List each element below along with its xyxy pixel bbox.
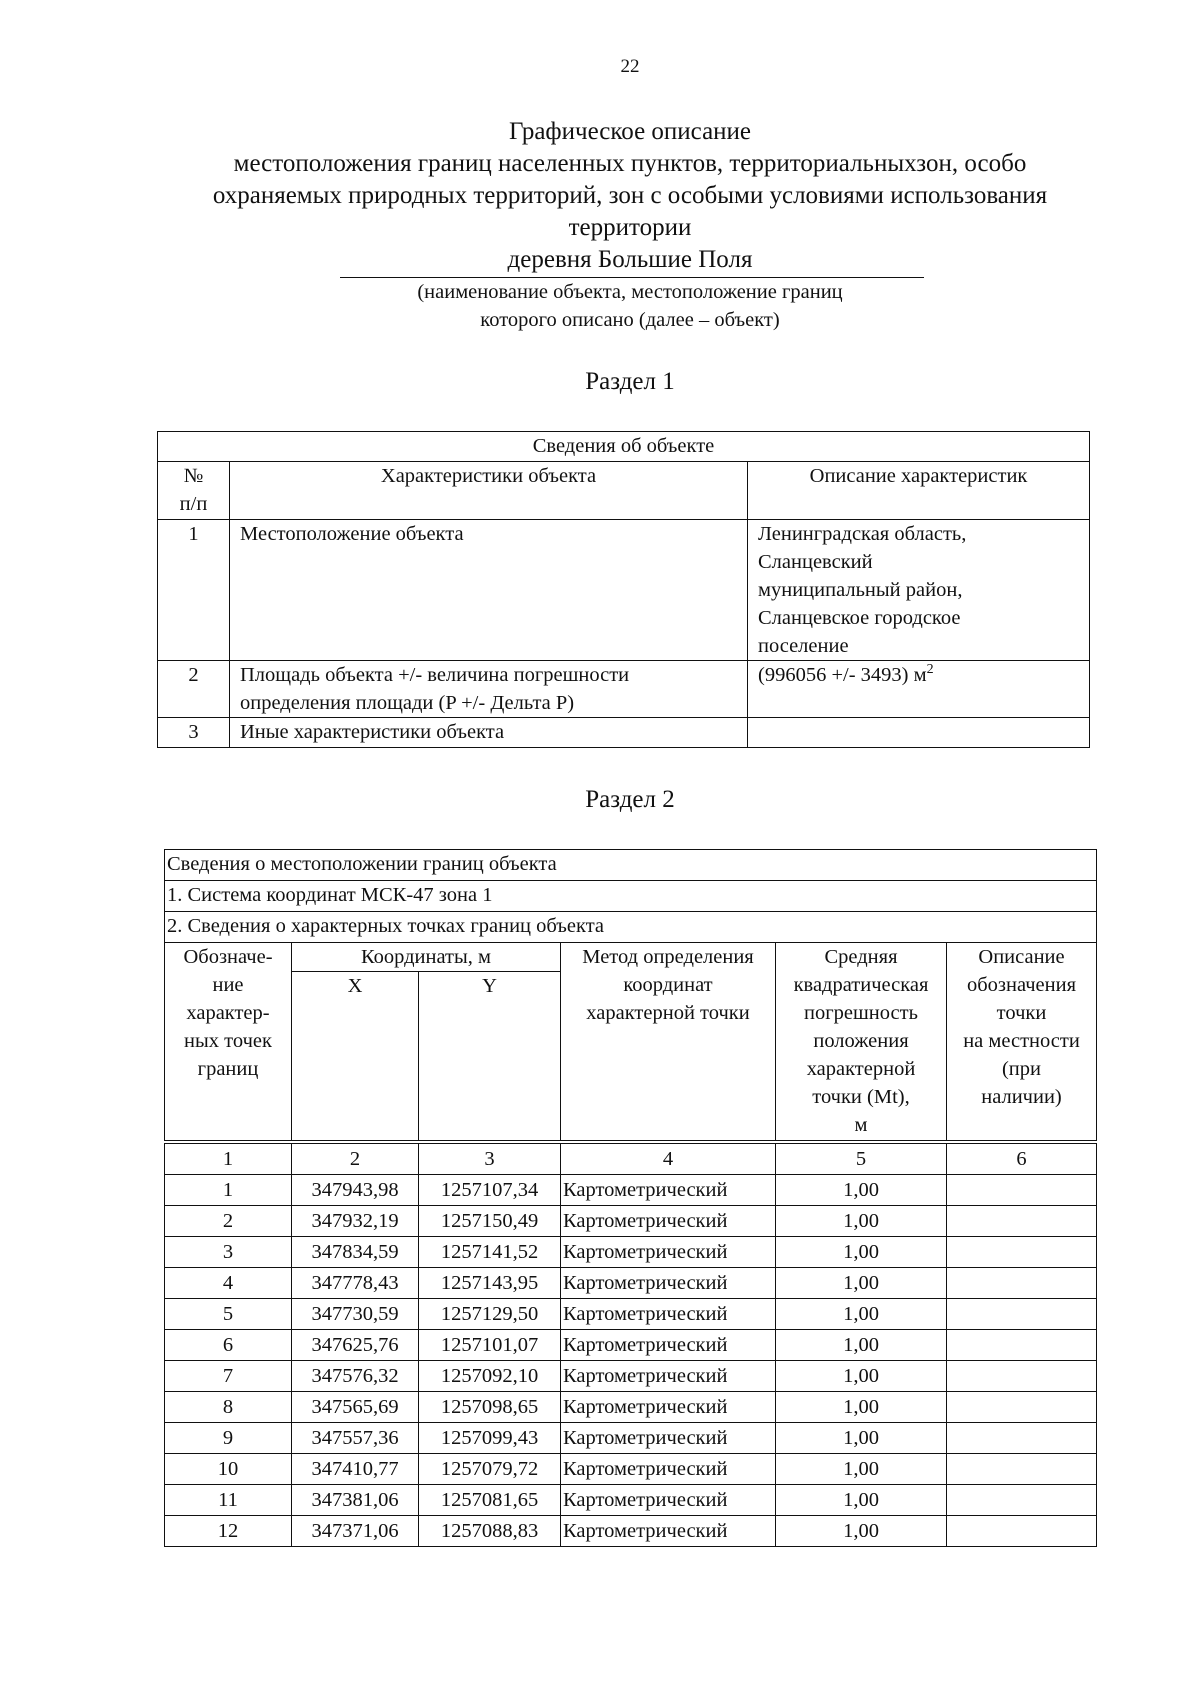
- header-y: Y: [419, 972, 561, 1142]
- section-1-heading: Раздел 1: [585, 368, 675, 395]
- object-info-table-title: Сведения об объекте: [158, 432, 1090, 462]
- point-error-cell: 1,00: [776, 1391, 947, 1422]
- object-caption-line: которого описано (далее – объект): [480, 309, 780, 331]
- point-method-cell: Картометрический: [561, 1267, 776, 1298]
- point-x-cell: 347557,36: [292, 1422, 419, 1453]
- table-row: [165, 1391, 1097, 1422]
- document-title-line: охраняемых природных территорий, зон с особыми условиями использования: [212, 182, 1048, 209]
- point-method-cell: Картометрический: [561, 1391, 776, 1422]
- boundary-points-table: [164, 849, 1097, 1547]
- point-id-cell: 10: [165, 1453, 292, 1484]
- point-method-cell: Картометрический: [561, 1360, 776, 1391]
- table-row: 3 Иные характеристики объекта: [158, 718, 1090, 748]
- point-id-cell: 5: [165, 1298, 292, 1329]
- point-desc-cell: [947, 1329, 1097, 1360]
- table-row: [165, 1515, 1097, 1546]
- point-x-cell: 347932,19: [292, 1205, 419, 1236]
- point-x-cell: 347834,59: [292, 1236, 419, 1267]
- point-x-cell: 347410,77: [292, 1453, 419, 1484]
- point-method-cell: Картометрический: [561, 1174, 776, 1205]
- table-row: [165, 1453, 1097, 1484]
- point-x-cell: 347625,76: [292, 1329, 419, 1360]
- points-title: 2. Сведения о характерных точках границ объекта: [165, 912, 1097, 943]
- point-method-cell: Картометрический: [561, 1484, 776, 1515]
- point-error-cell: 1,00: [776, 1267, 947, 1298]
- point-id-cell: 6: [165, 1329, 292, 1360]
- point-desc-cell: [947, 1236, 1097, 1267]
- point-id-cell: 11: [165, 1484, 292, 1515]
- document-title-line: местоположения границ населенных пунктов, территориальныхзон, особо: [233, 150, 1027, 177]
- point-x-cell: 347943,98: [292, 1174, 419, 1205]
- point-desc-cell: [947, 1515, 1097, 1546]
- point-method-cell: Картометрический: [561, 1515, 776, 1546]
- point-method-cell: Картометрический: [561, 1453, 776, 1484]
- object-name: деревня Большие Поля: [507, 246, 753, 273]
- document-title-line: Графическое описание: [508, 118, 752, 145]
- document-title-line: территории: [568, 214, 692, 241]
- table-row: [165, 1205, 1097, 1236]
- point-id-cell: 3: [165, 1236, 292, 1267]
- point-id-cell: 7: [165, 1360, 292, 1391]
- point-x-cell: 347576,32: [292, 1360, 419, 1391]
- location-description: Ленинградская область, Сланцевский муниципальный район, Сланцевское городское поселение: [748, 520, 1090, 661]
- object-info-table: [157, 431, 1090, 748]
- point-desc-cell: [947, 1422, 1097, 1453]
- header-characteristic: Характеристики объекта: [230, 462, 748, 520]
- point-y-cell: 1257150,49: [419, 1205, 561, 1236]
- point-method-cell: Картометрический: [561, 1298, 776, 1329]
- point-desc-cell: [947, 1453, 1097, 1484]
- point-y-cell: 1257099,43: [419, 1422, 561, 1453]
- point-id-cell: 8: [165, 1391, 292, 1422]
- point-y-cell: 1257101,07: [419, 1329, 561, 1360]
- point-desc-cell: [947, 1205, 1097, 1236]
- point-id-cell: 4: [165, 1267, 292, 1298]
- point-desc-cell: [947, 1298, 1097, 1329]
- point-desc-cell: [947, 1391, 1097, 1422]
- section-2-heading: Раздел 2: [585, 786, 675, 813]
- point-x-cell: 347778,43: [292, 1267, 419, 1298]
- table-row: [165, 1360, 1097, 1391]
- point-x-cell: 347371,06: [292, 1515, 419, 1546]
- header-coordinates: Координаты, м: [292, 943, 561, 972]
- point-error-cell: 1,00: [776, 1422, 947, 1453]
- table-row: [165, 1267, 1097, 1298]
- header-description: Описание характеристик: [748, 462, 1090, 520]
- point-y-cell: 1257141,52: [419, 1236, 561, 1267]
- point-desc-cell: [947, 1484, 1097, 1515]
- object-caption-line: (наименование объекта, местоположение границ: [417, 281, 843, 303]
- table-row: [165, 1298, 1097, 1329]
- area-value: (996056 +/- 3493) $м^2$: [748, 661, 1090, 718]
- point-y-cell: 1257079,72: [419, 1453, 561, 1484]
- boundaries-title: Сведения о местоположении границ объекта: [165, 850, 1097, 881]
- point-error-cell: 1,00: [776, 1329, 947, 1360]
- header-designation: Обозначе- ние характер- ных точек границ: [165, 943, 292, 1142]
- point-y-cell: 1257092,10: [419, 1360, 561, 1391]
- table-row: 2 Площадь объекта +/- величина погрешности определения площади (P +/- Дельта P) (996056 +/- 3493) $м^2$: [158, 661, 1090, 718]
- point-x-cell: 347730,59: [292, 1298, 419, 1329]
- header-point-description: Описание обозначения точки на местности (при наличии): [947, 943, 1097, 1142]
- point-desc-cell: [947, 1360, 1097, 1391]
- point-method-cell: Картометрический: [561, 1422, 776, 1453]
- table-row: [165, 1422, 1097, 1453]
- point-method-cell: Картометрический: [561, 1205, 776, 1236]
- table-row: [165, 1236, 1097, 1267]
- point-desc-cell: [947, 1267, 1097, 1298]
- point-y-cell: 1257129,50: [419, 1298, 561, 1329]
- page-number: 22: [620, 56, 640, 77]
- table-row: 1 Местоположение объекта Ленинградская область, Сланцевский муниципальный район, Сланцевское городское поселение: [158, 520, 1090, 661]
- point-y-cell: 1257107,34: [419, 1174, 561, 1205]
- header-x: X: [292, 972, 419, 1142]
- table-row: [165, 1174, 1097, 1205]
- point-id-cell: 12: [165, 1515, 292, 1546]
- point-y-cell: 1257098,65: [419, 1391, 561, 1422]
- point-x-cell: 347565,69: [292, 1391, 419, 1422]
- point-y-cell: 1257081,65: [419, 1484, 561, 1515]
- column-numbers-row: 1 2 3 4 5 6: [165, 1142, 1097, 1175]
- table-row: [165, 1329, 1097, 1360]
- point-error-cell: 1,00: [776, 1515, 947, 1546]
- coordinate-system: 1. Система координат МСК-47 зона 1: [165, 881, 1097, 912]
- point-id-cell: 2: [165, 1205, 292, 1236]
- point-error-cell: 1,00: [776, 1236, 947, 1267]
- table-row: [165, 1484, 1097, 1515]
- point-id-cell: 1: [165, 1174, 292, 1205]
- point-desc-cell: [947, 1174, 1097, 1205]
- point-method-cell: Картометрический: [561, 1236, 776, 1267]
- header-method: Метод определения координат характерной точки: [561, 943, 776, 1142]
- point-y-cell: 1257143,95: [419, 1267, 561, 1298]
- point-error-cell: 1,00: [776, 1298, 947, 1329]
- point-error-cell: 1,00: [776, 1174, 947, 1205]
- point-error-cell: 1,00: [776, 1484, 947, 1515]
- header-num: № п/п: [158, 462, 230, 520]
- point-y-cell: 1257088,83: [419, 1515, 561, 1546]
- point-error-cell: 1,00: [776, 1360, 947, 1391]
- point-error-cell: 1,00: [776, 1453, 947, 1484]
- point-method-cell: Картометрический: [561, 1329, 776, 1360]
- point-id-cell: 9: [165, 1422, 292, 1453]
- point-x-cell: 347381,06: [292, 1484, 419, 1515]
- point-error-cell: 1,00: [776, 1205, 947, 1236]
- header-error: Средняя квадратическая погрешность положения характерной точки (Mt), м: [776, 943, 947, 1142]
